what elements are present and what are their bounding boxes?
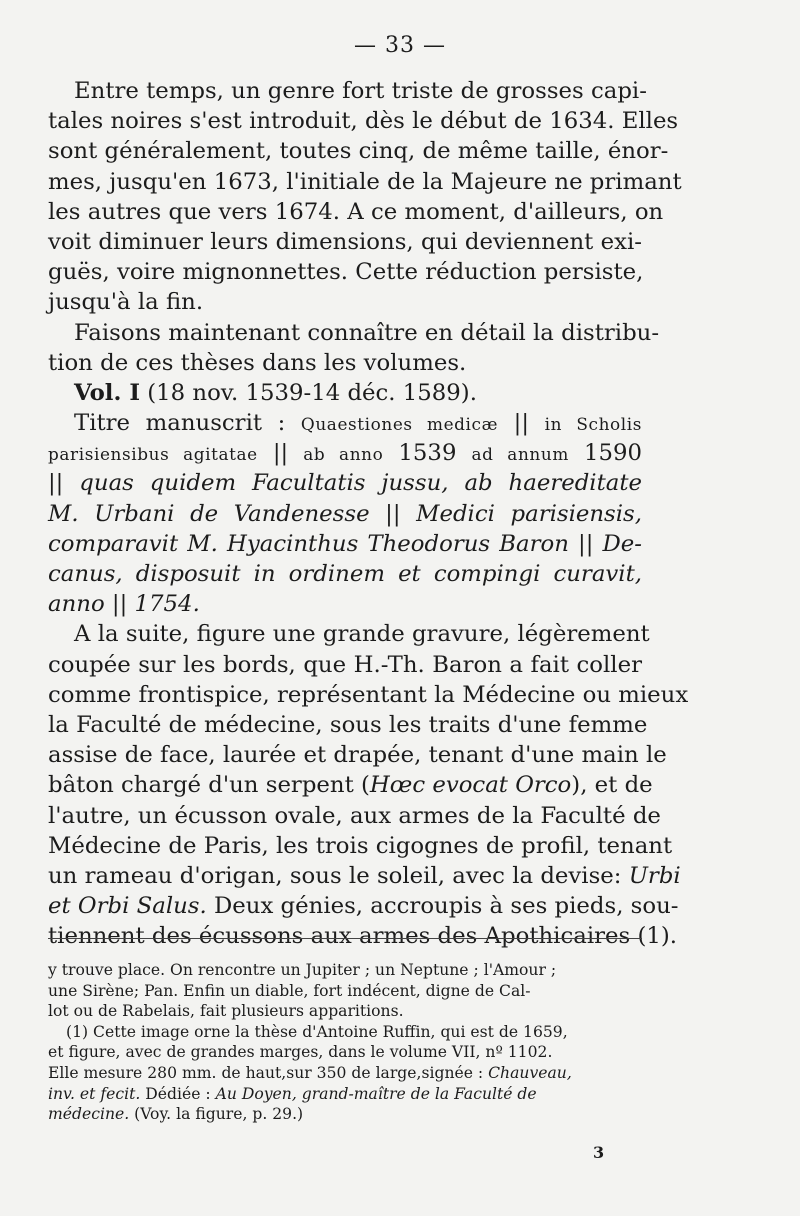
- italic-span: et Orbi Salus.: [48, 893, 207, 920]
- text-span: ), et de: [571, 772, 653, 799]
- text-line: Entre temps, un genre fort triste de grosses capi-: [74, 78, 647, 104]
- italic-span: quas quidem Facultatis jussu, ab haereditate: [79, 470, 642, 497]
- footnote-line: [48, 1104, 642, 1125]
- text-line: Faisons maintenant connaître en détail la distribu-: [74, 319, 660, 346]
- text-line: mes, jusqu'en 1673, l'initiale de la Majeure ne primant: [48, 168, 682, 195]
- text-span: bâton chargé d'un serpent (: [48, 772, 370, 799]
- italic-span: médecine.: [48, 1105, 130, 1124]
- footnotes: [48, 960, 642, 1125]
- text-line: jusqu'à la fin.: [48, 289, 204, 316]
- text-line: [48, 861, 681, 891]
- text-span: 1590: [568, 440, 643, 467]
- italic-span: Hœc evocat Orco: [369, 772, 572, 799]
- italic-span: Urbi: [628, 862, 681, 889]
- text-line: [48, 770, 653, 800]
- volume-heading: [48, 378, 642, 408]
- text-span: Elle mesure 280 mm. de haut,sur 350 de large,signée :: [48, 1063, 489, 1082]
- text-line: comme frontispice, représentant la Médecine ou mieux: [48, 681, 689, 708]
- text-line: [48, 468, 642, 498]
- footnote-line: une Sirène; Pan. Enfin un diable, fort indécent, digne de Cal-: [48, 981, 531, 1000]
- footnote-line: et figure, avec de grandes marges, dans le volume VII, nº 1102.: [48, 1043, 553, 1062]
- text-line: tiennent des écussons aux armes des Apothicaires (1).: [48, 923, 677, 950]
- text-line: Médecine de Paris, les trois cigognes de profil, tenant: [48, 832, 673, 859]
- italic-span: Au Doyen, grand-maître de la Faculté de: [215, 1084, 537, 1103]
- text-line: la Faculté de médecine, sous les traits d'une femme: [48, 711, 648, 738]
- italic-span: 1754.: [134, 591, 200, 618]
- smallcaps-span: ad annum: [471, 444, 569, 465]
- text-line: l'autre, un écusson ovale, aux armes de la Faculté de: [48, 802, 661, 829]
- footnote-line: [48, 1063, 642, 1084]
- text-line: [48, 891, 679, 921]
- page-number: — 33 —: [354, 33, 446, 58]
- smallcaps-span: ab anno: [303, 444, 384, 465]
- text-line: sont généralement, toutes cinq, de même taille, énor-: [48, 138, 669, 165]
- text-span: Dédiée :: [140, 1084, 216, 1103]
- text-span: un rameau d'origan, sous le soleil, avec la devise:: [48, 862, 629, 889]
- italic-span: inv. et fecit.: [48, 1084, 141, 1103]
- italic-span: Chauveau,: [488, 1063, 572, 1082]
- separator: ||: [498, 410, 545, 437]
- separator: ||: [104, 591, 135, 618]
- text-span: Deux génies, accroupis à ses pieds, sou-: [206, 893, 679, 920]
- text-span: 1539: [383, 440, 472, 467]
- footnote-line: lot ou de Rabelais, fait plusieurs apparitions.: [48, 1002, 404, 1021]
- text-line: tion de ces thèses dans les volumes.: [48, 349, 467, 376]
- separator: ||: [48, 470, 80, 497]
- separator: ||: [257, 440, 304, 467]
- italic-span: anno: [48, 591, 105, 618]
- text-span: Titre manuscrit :: [74, 410, 301, 437]
- text-line: les autres que vers 1674. A ce moment, d'ailleurs, on: [48, 198, 664, 225]
- text-line: M. Urbani de Vandenesse || Medici parisiensis,: [48, 500, 642, 527]
- signature-mark: 3: [593, 1143, 605, 1162]
- text-line: coupée sur les bords, que H.-Th. Baron a fait coller: [48, 651, 642, 678]
- footnote-divider: [48, 938, 642, 939]
- footnote-line: [48, 1084, 642, 1105]
- text-line: comparavit M. Hyacinthus Theodorus Baron || De-: [48, 530, 642, 557]
- text-line: guës, voire mignonnettes. Cette réduction persiste,: [48, 259, 644, 286]
- text-line: voit diminuer leurs dimensions, qui deviennent exi-: [48, 228, 642, 255]
- text-line: tales noires s'est introduit, dès le début de 1634. Elles: [48, 108, 679, 135]
- text-line: assise de face, laurée et drapée, tenant d'une main le: [48, 742, 667, 769]
- smallcaps-span: Quaestiones medicæ: [300, 414, 499, 435]
- text-span: (Voy. la figure, p. 29.): [129, 1105, 304, 1124]
- volume-label: Vol. I: [74, 379, 140, 406]
- footnote-line: (1) Cette image orne la thèse d'Antoine Ruffin, qui est de 1659,: [66, 1022, 568, 1041]
- volume-dates: (18 nov. 1539-14 déc. 1589).: [140, 379, 477, 406]
- text-line: [48, 589, 642, 619]
- smallcaps-span: parisiensibus agitatae: [48, 444, 258, 465]
- text-line: [48, 438, 642, 468]
- main-text: [48, 76, 689, 951]
- smallcaps-span: in Scholis: [544, 414, 643, 435]
- text-line: [48, 408, 642, 438]
- text-line: A la suite, figure une grande gravure, légèrement: [74, 621, 650, 648]
- footnote-line: y trouve place. On rencontre un Jupiter ; un Neptune ; l'Amour ;: [48, 961, 557, 979]
- text-line: canus, disposuit in ordinem et compingi curavit,: [48, 561, 642, 587]
